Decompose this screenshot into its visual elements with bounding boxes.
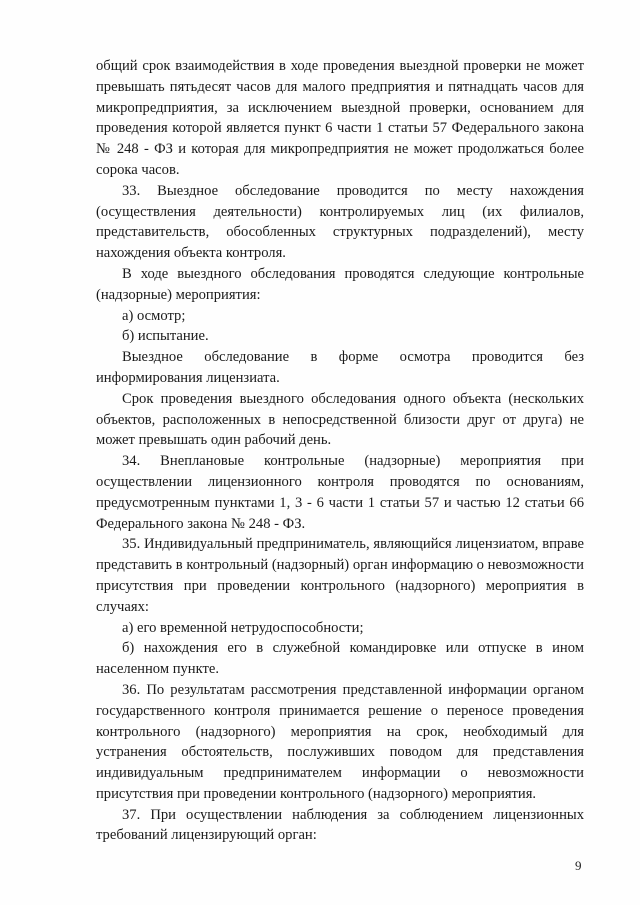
list-item-b-business-trip: б) нахождения его в служебной командировке или отпуске в ином населенном пункте. — [96, 640, 584, 678]
list-item-b-testing: б) испытание. — [122, 328, 209, 345]
list-item-a-disability: а) его временной нетрудоспособности; — [122, 619, 364, 636]
paragraph-duration: Срок проведения выездного обследования одного объекта (нескольких объектов, расположенных в непосредственной близости друг от друга) не может превышать один рабочий день. — [96, 390, 584, 449]
paragraph-item-37: 37. При осуществлении наблюдения за соблюдением лицензионных требований лицензирующий орган: — [96, 806, 584, 844]
paragraph-inspection-activities: В ходе выездного обследования проводятся следующие контрольные (надзорные) мероприятия: — [96, 265, 584, 303]
paragraph-item-35: 35. Индивидуальный предприниматель, являющийся лицензиатом, вправе представить в контрольный (надзорный) орган информацию о невозможности присутствия при проведении контрольного (надзорного) мероприятия в случаях: — [96, 536, 584, 615]
paragraph-item-33: 33. Выездное обследование проводится по месту нахождения (осуществления деятельности) контролируемых лиц (их филиалов, представительств, обособленных структурных подразделений), месту нахождения объекта контроля. — [96, 182, 584, 262]
list-item-a-inspection: а) осмотр; — [122, 307, 186, 324]
paragraph-item-36: 36. По результатам рассмотрения представленной информации органом государственного контроля принимается решение о переносе проведения контрольного (надзорного) мероприятия на срок, необходимый для устранения обстоятельств, послуживших поводом для представления индивидуальным предпринимателем информации о невозможности присутствия при проведении контрольного (надзорного) мероприятия. — [96, 681, 584, 802]
paragraph-no-notification: Выездное обследование в форме осмотра проводится без информирования лицензиата. — [96, 349, 584, 386]
document-body — [96, 56, 584, 846]
paragraph-continued-term: общий срок взаимодействия в ходе проведения выездной проверки не может превышать пятьдесят часов для малого предприятия и пятнадцать часов для микропредприятия, за исключением выездной проверки, основанием для проведения которой является пункт 6 части 1 статьи 57 Федерального закона № 248 - ФЗ и которая для микропредприятия не может продолжаться более сорока часов. — [96, 58, 584, 178]
page-number: 9 — [575, 858, 582, 873]
paragraph-item-34: 34. Внеплановые контрольные (надзорные) мероприятия при осуществлении лицензионного контроля проводятся по основаниям, предусмотренным пунктами 1, 3 - 6 части 1 статьи 57 и частью 12 статьи 66 Федерального закона № 248 - ФЗ. — [96, 453, 584, 532]
